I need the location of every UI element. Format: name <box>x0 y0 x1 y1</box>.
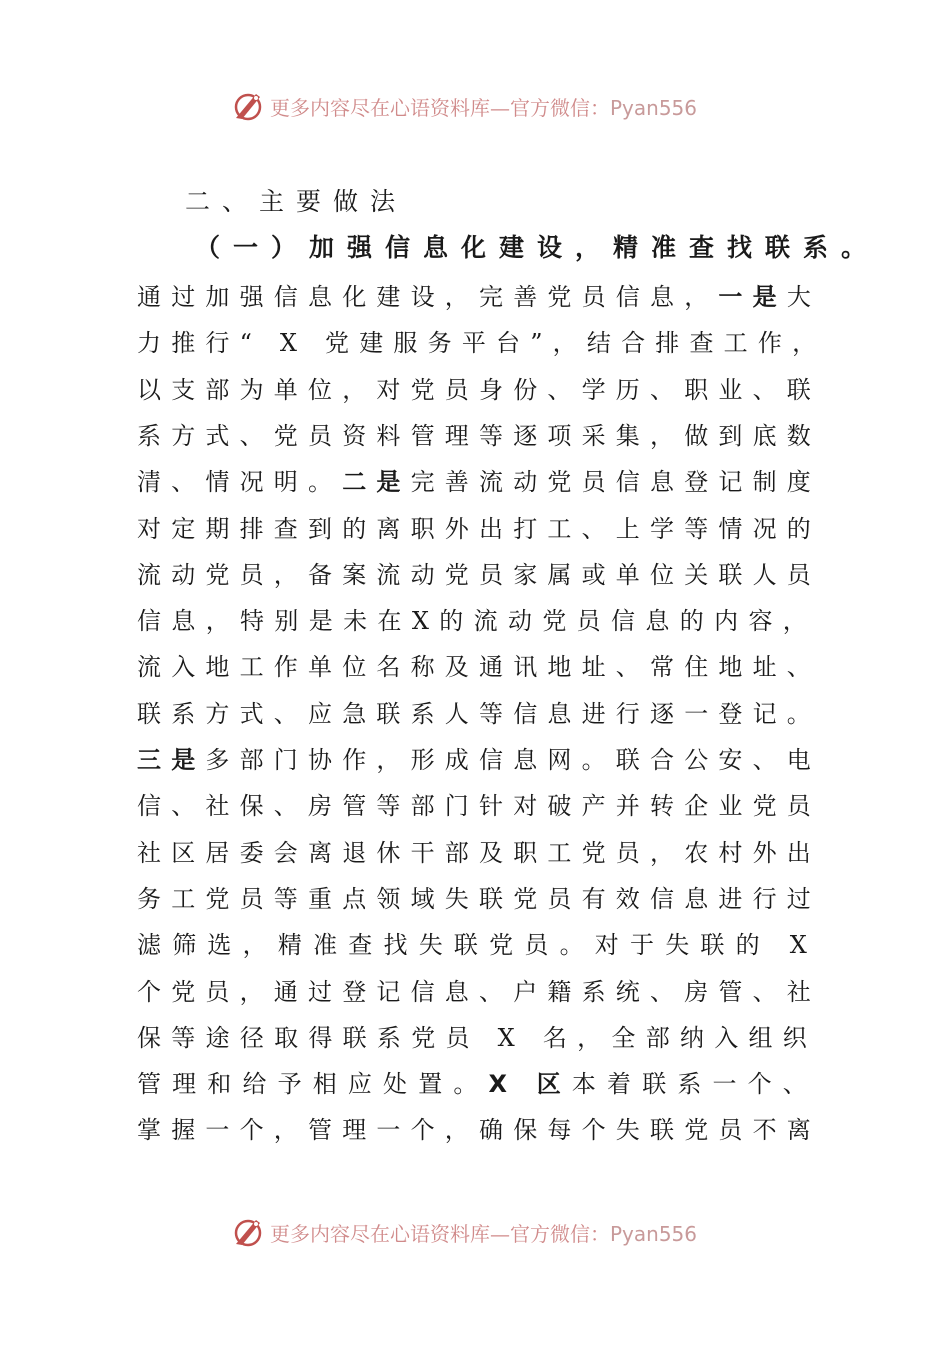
text-run: 大 <box>786 283 822 311</box>
text-run: 务工党员等重点领域失联党员有效信息进行过 <box>137 884 821 913</box>
text-line <box>137 552 821 598</box>
text-run: 本着联系一个、 <box>571 1070 817 1099</box>
text-line <box>137 1061 817 1107</box>
text-run: 力推行“ X 党建服务平台”，结合排查工作， <box>137 329 827 358</box>
pen-logo-icon <box>230 88 266 124</box>
wechat-id: Pyan556 <box>610 95 698 120</box>
bold-marker: 二是 <box>342 468 411 497</box>
text-run: 掌握一个，管理一个，确保每个失联党员不离 <box>137 1116 821 1145</box>
text-run: 信、社保、房管等部门针对破产并转企业党员 <box>137 792 821 821</box>
text-line <box>137 691 821 737</box>
text-run: 多部门协作，形成信息网。联合公安、电 <box>205 746 822 774</box>
text-line <box>137 783 821 829</box>
watermark-banner-bottom <box>230 1212 750 1252</box>
subsection-heading: （一）加强信息化建设，精准查找联系。 <box>195 233 880 262</box>
text-line <box>137 922 817 968</box>
text-run: 保等途径取得联系党员 X 名，全部纳入组织 <box>137 1023 817 1052</box>
text-line <box>137 876 821 922</box>
bold-marker: X 区 <box>488 1070 572 1099</box>
banner-text: 更多内容尽在心语资料库—官方微信：Pyan556 <box>270 1221 698 1246</box>
text-line <box>137 598 817 644</box>
text-line <box>137 367 821 413</box>
text-run: 系方式、党员资料管理等逐项采集，做到底数 <box>137 421 821 450</box>
text-line <box>137 320 827 366</box>
text-line <box>137 274 822 320</box>
text-run: 滤筛选，精准查找失联党员。对于失联的 X <box>137 931 817 960</box>
text-line <box>137 644 821 690</box>
text-run: 通过加强信息化建设，完善党员信息， <box>137 283 719 311</box>
text-run: 社区居委会离退休干部及职工党员，农村外出 <box>137 838 821 867</box>
section-heading: 二、主要做法 <box>185 187 408 216</box>
text-line <box>137 1015 817 1061</box>
text-run: 清、情况明。 <box>137 468 343 497</box>
bold-marker: 三是 <box>137 746 206 774</box>
text-run: 联系方式、应急联系人等信息进行逐一登记。 <box>137 699 821 728</box>
text-run: 完善流动党员信息登记制度 <box>410 468 822 497</box>
text-run: 以支部为单位，对党员身份、学历、职业、联 <box>137 375 821 404</box>
text-line <box>137 506 821 552</box>
text-run: 流动党员，备案流动党员家属或单位关联人员 <box>137 560 821 589</box>
text-run: 管理和给予相应处置。 <box>137 1070 489 1099</box>
wechat-id: Pyan556 <box>610 1221 698 1246</box>
text-line <box>137 830 821 876</box>
watermark-banner-top <box>230 86 750 126</box>
text-line <box>137 413 821 459</box>
text-run: 个党员，通过登记信息、户籍系统、房管、社 <box>137 977 821 1006</box>
text-run: 流入地工作单位名称及通讯地址、常住地址、 <box>137 653 821 682</box>
pen-logo-icon <box>230 1214 266 1250</box>
text-line <box>137 969 821 1015</box>
text-line <box>137 459 822 505</box>
banner-text: 更多内容尽在心语资料库—官方微信：Pyan556 <box>270 95 698 120</box>
text-line <box>137 1107 821 1153</box>
text-run: 对定期排查到的离职外出打工、上学等情况的 <box>137 514 821 543</box>
text-line <box>137 737 822 783</box>
bold-marker: 一是 <box>718 283 787 311</box>
text-run: 信息，特别是未在X的流动党员信息的内容， <box>137 607 817 636</box>
